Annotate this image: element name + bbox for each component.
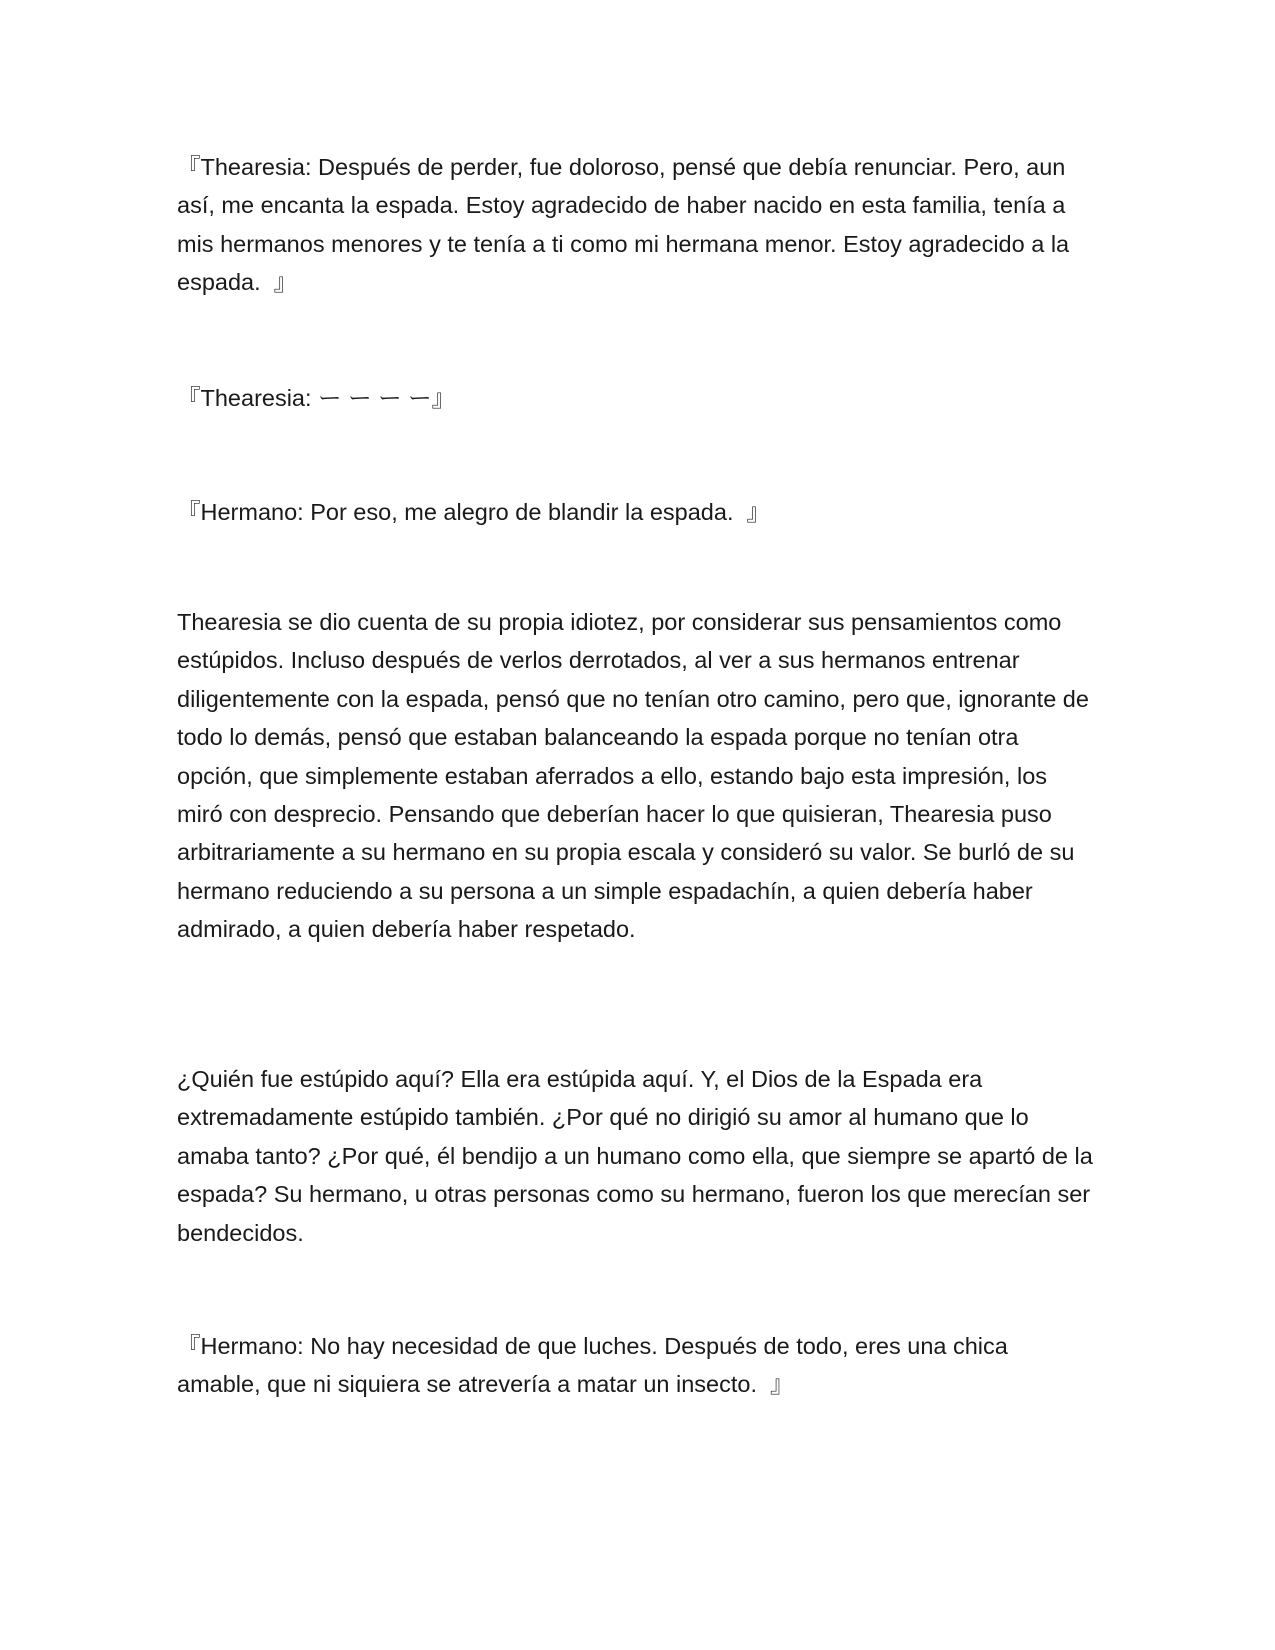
- dialogue-paragraph: 『Hermano: No hay necesidad de que luches. Después de todo, eres una chica amable, que ni siquiera se atrevería a matar un insecto. 』: [177, 1333, 1008, 1398]
- narrative-paragraph: ¿Quién fue estúpido aquí? Ella era estúpida aquí. Y, el Dios de la Espada era extremadamente estúpido también. ¿Por qué no dirigió su amor al humano que lo amaba tanto? ¿Por qué, él bendijo a un humano como ella, que siempre se apartó de la espada? Su hermano, u otras personas como su hermano, fueron los que merecían ser bendecidos.: [177, 1066, 1093, 1246]
- dialogue-paragraph: 『Hermano: Por eso, me alegro de blandir la espada. 』: [177, 499, 771, 525]
- dialogue-paragraph: 『Thearesia: Después de perder, fue doloroso, pensé que debía renunciar. Pero, aun así, me encanta la espada. Estoy agradecido de haber nacido en esta familia, tenía a mis hermanos menores y te tenía a ti como mi hermana menor. Estoy agradecido a la espada. 』: [177, 154, 1070, 296]
- narrative-paragraph: Thearesia se dio cuenta de su propia idiotez, por considerar sus pensamientos como estúpidos. Incluso después de verlos derrotados, al ver a sus hermanos entrenar diligentemente con la espada, pensó que no tenían otro camino, pero que, ignorante de todo lo demás, pensó que estaban balanceando la espada porque no tenían otra opción, que simplemente estaban aferrados a ello, estando bajo esta impresión, los miró con desprecio. Pensando que deberían hacer lo que quisieran, Thearesia puso arbitrariamente a su hermano en su propia escala y consideró su valor. Se burló de su hermano reduciendo a su persona a un simple espadachín, a quien debería haber admirado, a quien debería haber respetado.: [177, 609, 1089, 943]
- dialogue-paragraph: 『Thearesia: ー ー ー ー』: [177, 385, 456, 411]
